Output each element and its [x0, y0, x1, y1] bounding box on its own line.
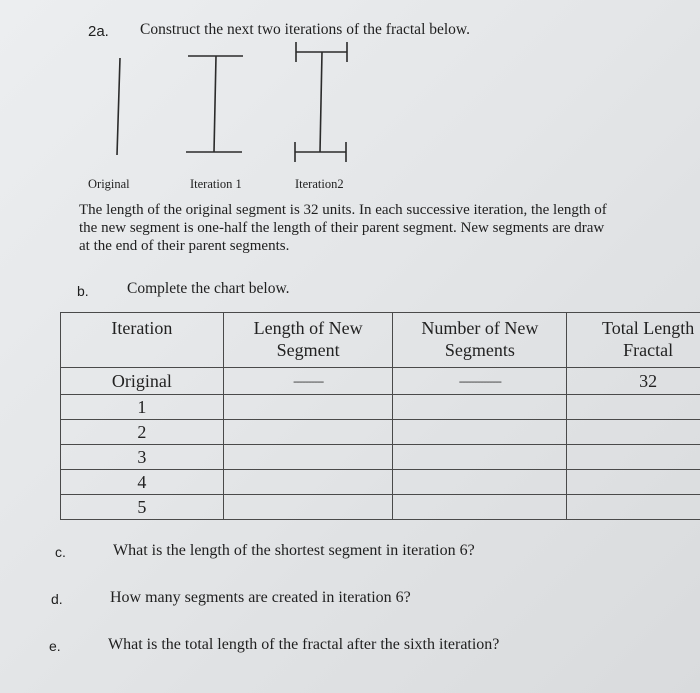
chart-header-row [61, 313, 700, 368]
row-length[interactable] [223, 495, 393, 520]
fractal-label-original: Original [88, 177, 130, 191]
row-number[interactable] [393, 445, 567, 470]
table-row [61, 395, 700, 420]
question-2a-prompt: Construct the next two iterations of the fractal below. [140, 21, 470, 38]
question-e-label: e. [49, 638, 61, 654]
header-total-length: Total Length Fractal [567, 313, 700, 368]
iteration-2-figure [295, 42, 347, 162]
table-row [61, 495, 700, 520]
row-total[interactable] [567, 470, 700, 495]
row-total[interactable] [567, 445, 700, 470]
fractal-label-iteration-1: Iteration 1 [190, 177, 242, 191]
row-number[interactable] [393, 395, 567, 420]
table-row [61, 420, 700, 445]
paragraph-line-2: the new segment is one-half the length of their parent segment. New segments are draw [79, 220, 605, 236]
question-2a-label: 2a. [88, 23, 109, 40]
row-iteration: 1 [61, 395, 224, 420]
question-b-prompt: Complete the chart below. [127, 280, 290, 297]
header-length-new-segment: Length of New Segment [223, 313, 393, 368]
original-segment [117, 58, 120, 155]
paragraph-line-1: The length of the original segment is 32 units. In each successive iteration, the length of [79, 202, 607, 218]
row-length[interactable] [223, 420, 393, 445]
row-number[interactable] [393, 495, 567, 520]
question-c-prompt: What is the length of the shortest segment in iteration 6? [113, 542, 475, 559]
row-total: 32 [567, 368, 700, 395]
question-d-label: d. [51, 591, 63, 607]
row-length[interactable] [223, 470, 393, 495]
question-b-label: b. [77, 283, 89, 299]
row-iteration: 5 [61, 495, 224, 520]
header-number-new-segments: Number of New Segments [393, 313, 567, 368]
row-length[interactable] [223, 445, 393, 470]
row-iteration: 4 [61, 470, 224, 495]
iteration-chart [60, 312, 700, 520]
row-total[interactable] [567, 420, 700, 445]
row-length[interactable] [223, 395, 393, 420]
row-iteration: Original [61, 368, 224, 395]
header-iteration: Iteration [61, 313, 224, 368]
row-iteration: 3 [61, 445, 224, 470]
row-total[interactable] [567, 395, 700, 420]
row-total[interactable] [567, 495, 700, 520]
table-row [61, 470, 700, 495]
table-row [61, 445, 700, 470]
row-length: ---------- [223, 368, 393, 395]
row-number: -------------- [393, 368, 567, 395]
row-number[interactable] [393, 470, 567, 495]
paragraph-line-3: at the end of their parent segments. [79, 238, 290, 254]
question-e-prompt: What is the total length of the fractal after the sixth iteration? [108, 636, 500, 653]
row-number[interactable] [393, 420, 567, 445]
fractal-label-iteration-2: Iteration2 [295, 177, 344, 191]
fractal-figure [100, 40, 360, 165]
table-row [61, 368, 700, 395]
row-iteration: 2 [61, 420, 224, 445]
question-d-prompt: How many segments are created in iteration 6? [110, 589, 411, 606]
iteration-1-figure [186, 56, 243, 152]
question-c-label: c. [55, 544, 66, 560]
